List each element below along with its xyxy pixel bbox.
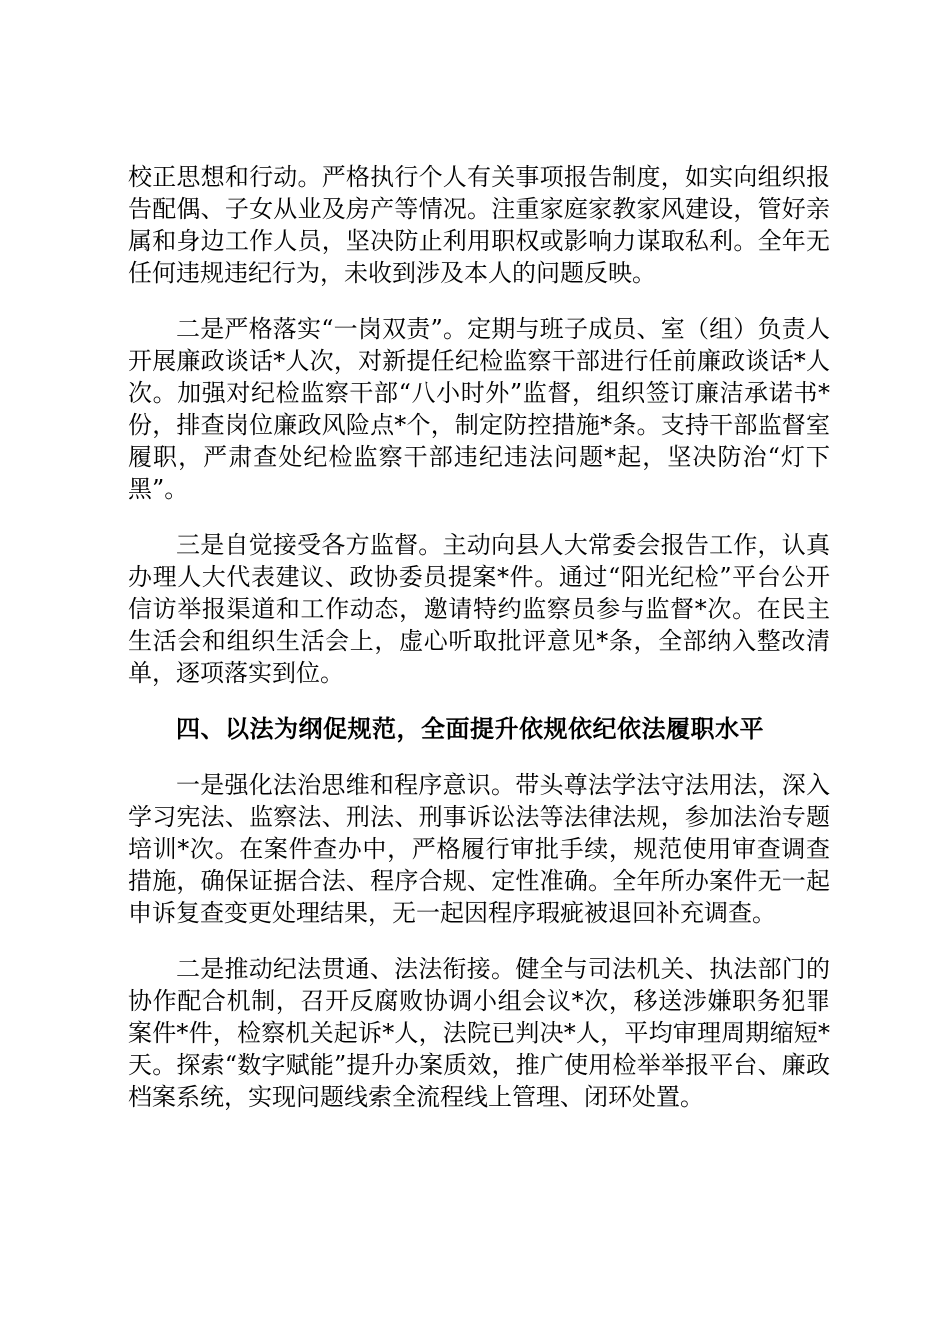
paragraph-continuation: 校正思想和行动。严格执行个人有关事项报告制度，如实向组织报告配偶、子女从业及房产等情况。注重家庭家教家风建设，管好亲属和身边工作人员，坚决防止利用职权或影响力谋取私利。全年无任何违规违纪行为，未收到涉及本人的问题反映。 [128, 163, 830, 287]
paragraph-accept-supervision: 三是自觉接受各方监督。主动向县人大常委会报告工作，认真办理人大代表建议、政协委员提案*件。通过“阳光纪检”平台公开信访举报渠道和工作动态，邀请特约监察员参与监督*次。在民主生活会和组织生活会上，虚心听取批评意见*条，全部纳入整改清单，逐项落实到位。 [128, 531, 830, 687]
paragraph-law-connection: 二是推动纪法贯通、法法衔接。健全与司法机关、执法部门的协作配合机制，召开反腐败协调小组会议*次，移送涉嫌职务犯罪案件*件，检察机关起诉*人，法院已判决*人，平均审理周期缩短*天。探索“数字赋能”提升办案质效，推广使用检举举报平台、廉政档案系统，实现问题线索全流程线上管理、闭环处置。 [128, 955, 830, 1111]
section-heading: 四、以法为纲促规范，全面提升依规依纪依法履职水平 [176, 715, 764, 743]
paragraph-yigang-shuangze: 二是严格落实“一岗双责”。定期与班子成员、室（组）负责人开展廉政谈话*人次，对新提任纪检监察干部进行任前廉政谈话*人次。加强对纪检监察干部“八小时外”监督，组织签订廉洁承诺书*份，排查岗位廉政风险点*个，制定防控措施*条。支持干部监督室履职，严肃查处纪检监察干部违纪违法问题*起，坚决防治“灯下黑”。 [128, 315, 830, 503]
paragraph-rule-of-law: 一是强化法治思维和程序意识。带头尊法学法守法用法，深入学习宪法、监察法、刑法、刑事诉讼法等法律法规，参加法治专题培训*次。在案件查办中，严格履行审批手续，规范使用审查调查措施，确保证据合法、程序合规、定性准确。全年所办案件无一起申诉复查变更处理结果，无一起因程序瑕疵被退回补充调查。 [128, 771, 830, 927]
document-body [128, 161, 830, 1137]
